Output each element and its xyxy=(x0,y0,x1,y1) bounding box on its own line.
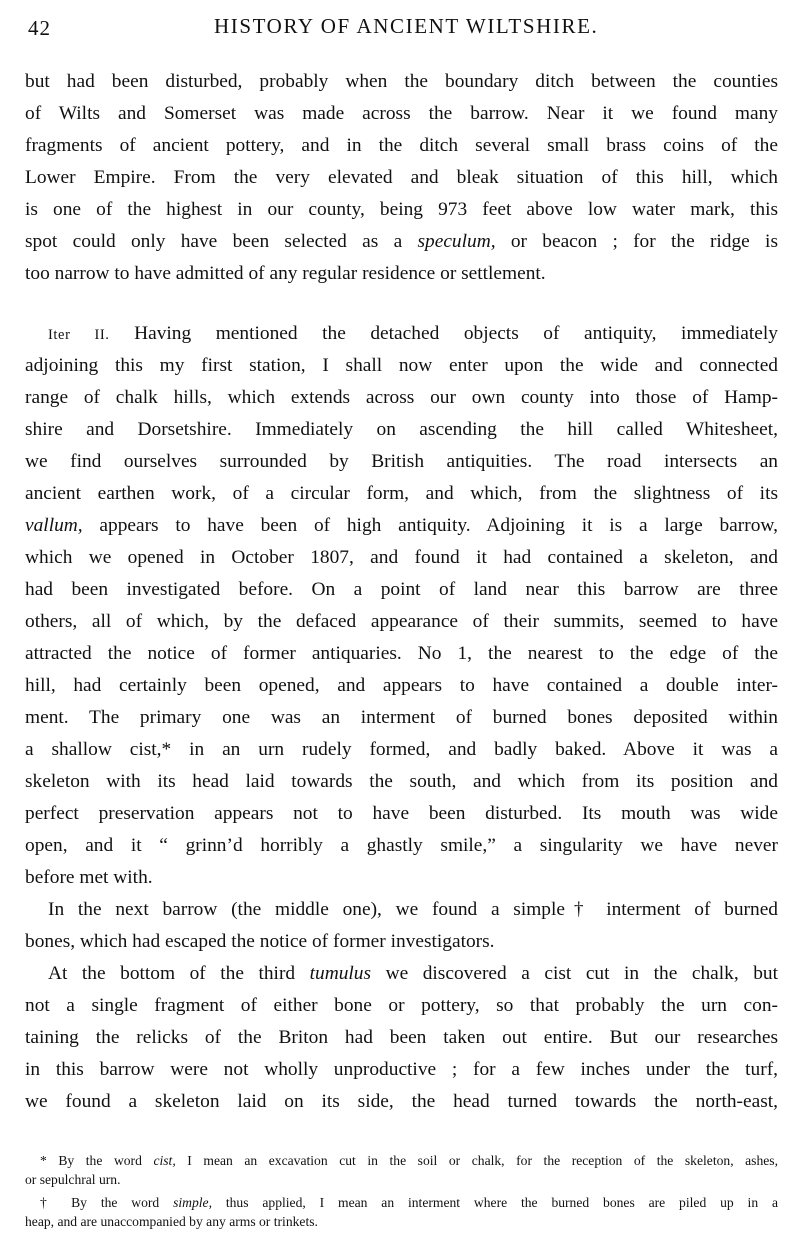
text-line: shire and Dorsetshire. Immediately on ascending the hill called Whitesheet, xyxy=(25,419,778,440)
text-line: too narrow to have admitted of any regular residence or settlement. xyxy=(25,263,546,284)
text-line: we find ourselves surrounded by British antiquities. The road intersects an xyxy=(25,451,778,472)
text-line: is one of the highest in our county, being 973 feet above low water mark, this xyxy=(25,199,778,220)
text-line: perfect preservation appears not to have been disturbed. Its mouth was wide xyxy=(25,803,778,824)
text-line: adjoining this my first station, I shall now enter upon the wide and connected xyxy=(25,355,778,376)
footnote-line xyxy=(40,1194,778,1212)
text-line: others, all of which, by the defaced appearance of their summits, seemed to have xyxy=(25,611,778,632)
text-line: In the next barrow (the middle one), we found a simple† interment of burned xyxy=(48,899,778,920)
italic-term: simple, xyxy=(173,1195,212,1210)
text-line: we found a skeleton laid on its side, the head turned towards the north-east, xyxy=(25,1091,778,1112)
text-span: or beacon ; for the ridge is xyxy=(510,231,778,252)
running-title: HISTORY OF ANCIENT WILTSHIRE. xyxy=(214,14,599,38)
text-span: spot could only have been selected as a xyxy=(25,231,403,252)
italic-term: speculum, xyxy=(417,231,496,252)
text-line xyxy=(48,322,778,347)
text-line xyxy=(25,230,778,254)
italic-term: cist, xyxy=(153,1153,176,1168)
text-span: we discovered a cist cut in the chalk, but xyxy=(385,963,778,984)
text-line: fragments of ancient pottery, and in the ditch several small brass coins of the xyxy=(25,135,778,156)
footnote-line xyxy=(40,1152,778,1170)
text-line xyxy=(25,514,778,538)
text-line: attracted the notice of former antiquaries. No 1, the nearest to the edge of the xyxy=(25,643,778,664)
text-span: † By the word xyxy=(40,1195,160,1210)
text-line: which we opened in October 1807, and found it had contained a skeleton, and xyxy=(25,547,778,568)
italic-term: tumulus xyxy=(309,963,372,984)
section-label: Iter II. xyxy=(48,327,110,343)
text-line: of Wilts and Somerset was made across the barrow. Near it we found many xyxy=(25,103,778,124)
text-line: ancient earthen work, of a circular form, and which, from the slightness of its xyxy=(25,483,778,504)
page-header xyxy=(26,14,776,44)
text-line: bones, which had escaped the notice of former investigators. xyxy=(25,931,495,952)
page-number: 42 xyxy=(28,16,51,40)
text-line: not a single fragment of either bone or pottery, so that probably the urn con- xyxy=(25,995,778,1016)
text-span: thus applied, I mean an interment where the burned bones are piled up in a xyxy=(225,1195,778,1210)
text-line: taining the relicks of the Briton had been taken out entire. But our researches xyxy=(25,1027,778,1048)
text-line: but had been disturbed, probably when the boundary ditch between the counties xyxy=(25,71,778,92)
text-line: skeleton with its head laid towards the south, and which from its position and xyxy=(25,771,778,792)
text-span: appears to have been of high antiquity. Adjoining it is a large barrow, xyxy=(99,515,778,536)
text-line: Lower Empire. From the very elevated and bleak situation of this hill, which xyxy=(25,167,778,188)
text-line: open, and it “ grinn’d horribly a ghastly smile,” a singularity we have never xyxy=(25,835,778,856)
text-line: had been investigated before. On a point of land near this barrow are three xyxy=(25,579,778,600)
text-line: before met with. xyxy=(25,867,153,888)
text-span: * By the word xyxy=(40,1153,142,1168)
text-line: in this barrow were not wholly unproductive ; for a few inches under the turf, xyxy=(25,1059,778,1080)
text-line xyxy=(48,962,778,986)
text-line: hill, had certainly been opened, and appears to have contained a double inter- xyxy=(25,675,778,696)
text-span: I mean an excavation cut in the soil or chalk, for the reception of the skeleton, ashes, xyxy=(187,1153,778,1168)
footnote-line: or sepulchral urn. xyxy=(25,1172,121,1187)
text-line: a shallow cist,* in an urn rudely formed, and badly baked. Above it was a xyxy=(25,739,778,760)
text-span: At the bottom of the third xyxy=(48,963,296,984)
footnote-line: heap, and are unaccompanied by any arms or trinkets. xyxy=(25,1214,318,1229)
text-span: Having mentioned the detached objects of antiquity, immediately xyxy=(134,323,778,344)
italic-term: vallum, xyxy=(25,515,83,536)
text-line: range of chalk hills, which extends across our own county into those of Hamp- xyxy=(25,387,778,408)
text-line: ment. The primary one was an interment of burned bones deposited within xyxy=(25,707,778,728)
